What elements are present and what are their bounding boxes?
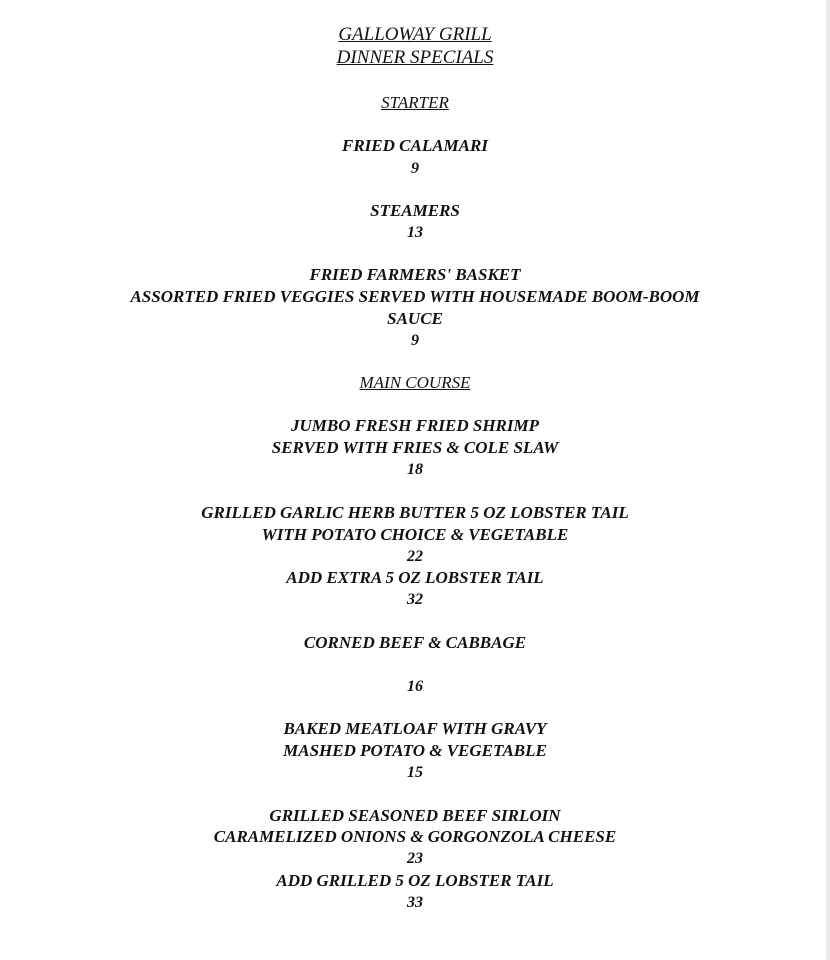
section-heading-main-course: MAIN COURSE — [359, 373, 471, 392]
item-description: MASHED POTATO & VEGETABLE — [283, 741, 547, 760]
item-name: GRILLED SEASONED BEEF SIRLOIN — [269, 806, 561, 825]
item-name: FRIED FARMERS' BASKET — [309, 265, 521, 284]
item-addon-price: 33 — [407, 894, 423, 911]
item-price: 9 — [411, 332, 419, 349]
item-description: SERVED WITH FRIES & COLE SLAW — [271, 438, 559, 457]
item-name: JUMBO FRESH FRIED SHRIMP — [291, 416, 539, 435]
item-price: 18 — [407, 461, 423, 478]
item-description: ASSORTED FRIED VEGGIES SERVED WITH HOUSEMADE BOOM-BOOM — [130, 287, 700, 306]
item-name: CORNED BEEF & CABBAGE — [303, 633, 527, 652]
item-addon: ADD EXTRA 5 OZ LOBSTER TAIL — [286, 568, 544, 587]
menu-subtitle: DINNER SPECIALS — [336, 47, 494, 68]
item-price: 16 — [407, 678, 423, 695]
item-name: GRILLED GARLIC HERB BUTTER 5 OZ LOBSTER TAIL — [201, 503, 629, 522]
item-name: STEAMERS — [370, 201, 460, 220]
item-name: BAKED MEATLOAF WITH GRAVY — [283, 719, 547, 738]
section-heading-starter: STARTER — [381, 93, 449, 112]
item-addon-price: 32 — [407, 591, 423, 608]
item-name: FRIED CALAMARI — [342, 136, 488, 155]
item-description: WITH POTATO CHOICE & VEGETABLE — [261, 525, 569, 544]
menu-title: GALLOWAY GRILL — [338, 24, 492, 45]
item-description: SAUCE — [387, 309, 443, 328]
item-price: 13 — [407, 224, 423, 241]
item-price: 22 — [407, 548, 423, 565]
item-price: 15 — [407, 764, 423, 781]
item-description: CARAMELIZED ONIONS & GORGONZOLA CHEESE — [213, 827, 617, 846]
item-price: 9 — [411, 160, 419, 177]
item-price: 23 — [407, 850, 423, 867]
item-addon: ADD GRILLED 5 OZ LOBSTER TAIL — [276, 871, 554, 890]
